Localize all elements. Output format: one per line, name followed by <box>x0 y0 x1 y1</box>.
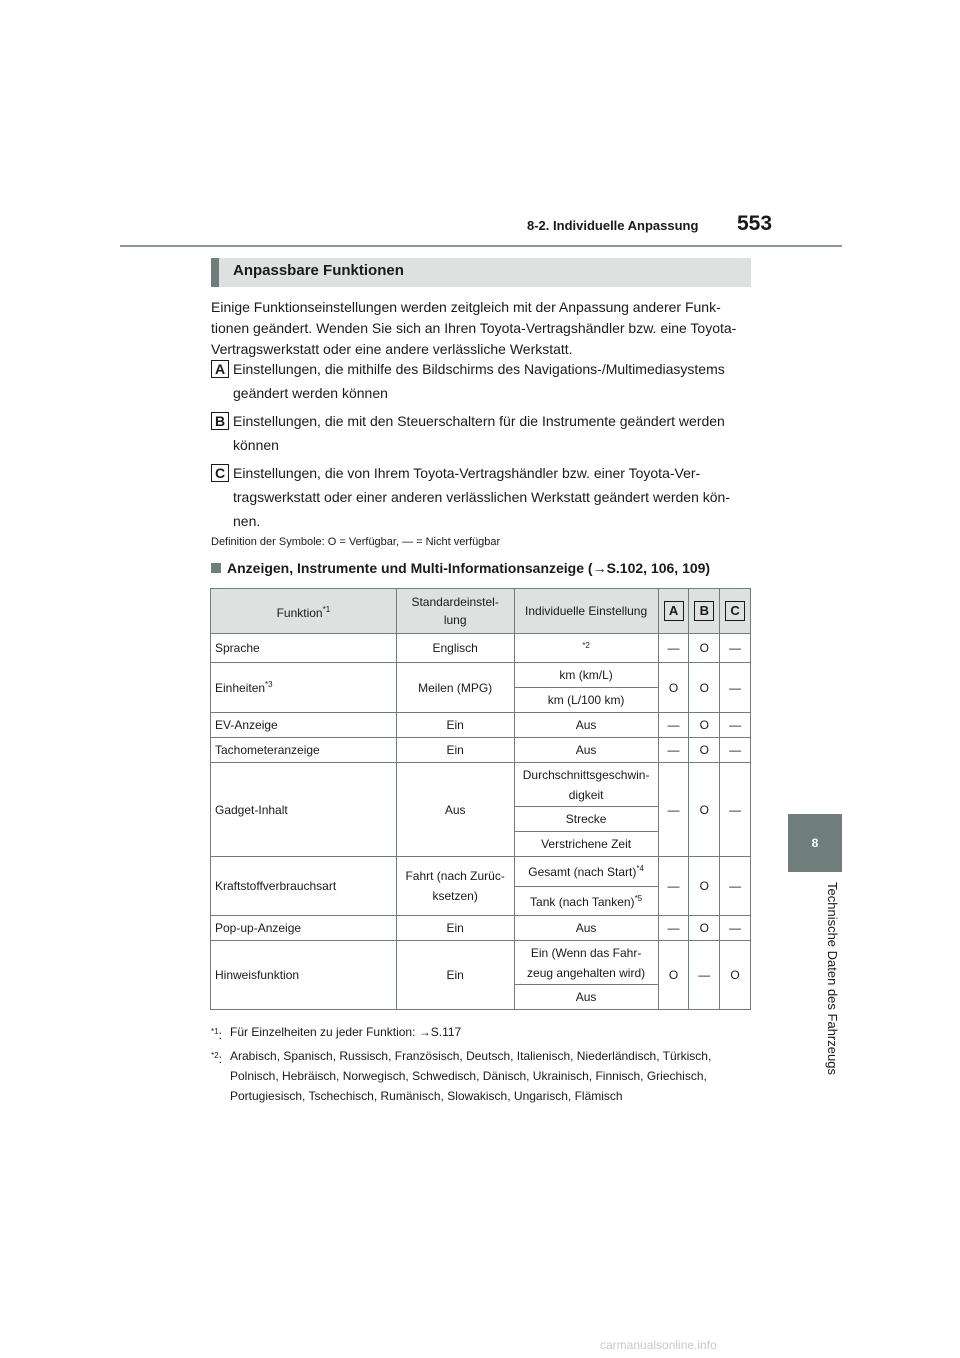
cell-default: Ein <box>396 916 514 941</box>
cell-function: Hinweisfunktion <box>211 941 397 1010</box>
cell-default: Fahrt (nach Zurüc- ksetzen) <box>396 857 514 916</box>
cell-default: Ein <box>396 713 514 738</box>
square-bullet-icon <box>211 563 221 573</box>
cell-a: O <box>658 663 689 713</box>
cell-custom: Aus <box>514 738 658 763</box>
header-default: Standardeinstel- lung <box>396 589 514 634</box>
table-row <box>211 763 751 807</box>
header-custom: Individuelle Einstellung <box>514 589 658 634</box>
cell-custom: Ein (Wenn das Fahr- zeug angehalten wird) <box>514 941 658 985</box>
header-function: Funktion$^{*1}$ <box>211 589 397 634</box>
cell-a: — <box>658 634 689 663</box>
legend-text: Einstellungen, die von Ihrem Toyota-Vertragshändler bzw. einer Toyota-Ver- tragswerkstatt oder einer anderen verlässlichen Werkstatt geändert werden kön- nen. <box>233 465 730 529</box>
cell-default: Ein <box>396 941 514 1010</box>
legend-letter-box: A <box>211 360 229 378</box>
cell-function: Sprache <box>211 634 397 663</box>
table-row <box>211 857 751 887</box>
page-number: 553 <box>737 212 773 235</box>
table-heading <box>211 560 710 576</box>
section-header: 8-2. Individuelle Anpassung <box>527 218 699 233</box>
table-row <box>211 738 751 763</box>
cell-b: O <box>689 763 720 857</box>
cell-a: O <box>658 941 689 1010</box>
cell-function: Gadget-Inhalt <box>211 763 397 857</box>
cell-c: — <box>720 634 751 663</box>
cell-default: Ein <box>396 738 514 763</box>
cell-a: — <box>658 713 689 738</box>
cell-custom: Verstrichene Zeit <box>514 832 658 857</box>
cell-custom: Aus <box>514 985 658 1010</box>
cell-function: Kraftstoffverbrauchsart <box>211 857 397 916</box>
cell-custom: km (L/100 km) <box>514 688 658 713</box>
cell-c: O <box>720 941 751 1010</box>
cell-a: — <box>658 916 689 941</box>
table-row <box>211 916 751 941</box>
legend-letter-box: C <box>211 464 229 482</box>
table-row <box>211 941 751 985</box>
cell-c: — <box>720 857 751 916</box>
legend-letter-box: B <box>211 412 229 430</box>
legend-text: Einstellungen, die mithilfe des Bildschirms des Navigations-/Multimediasystems geändert werden können <box>233 361 725 401</box>
table-header-row <box>211 589 751 634</box>
cell-custom: *2 <box>514 634 658 663</box>
cell-default: Aus <box>396 763 514 857</box>
cell-b: O <box>689 738 720 763</box>
chapter-title: Technische Daten des Fahrzeugs <box>825 882 840 1075</box>
chapter-tab: 8 <box>788 814 842 872</box>
cell-b: O <box>689 713 720 738</box>
footnote-2: $^{*2}$: Arabisch, Spanisch, Russisch, Französisch, Deutsch, Italienisch, Niederländisch, Türkisch, Polnisch, Hebräisch, Norwegisch, Schwedisch, Dänisch, Ukrainisch, Finnisch, Griechisch, Portugiesisch, Tschechisch, Rumänisch, Slowakisch, Ungarisch, Flämisch <box>211 1049 712 1103</box>
legend-item-b <box>211 409 756 457</box>
header-a: A <box>658 589 689 634</box>
cell-function: EV-Anzeige <box>211 713 397 738</box>
legend-item-a <box>211 357 756 405</box>
cell-c: — <box>720 763 751 857</box>
cell-c: — <box>720 663 751 713</box>
watermark: carmanualsonline.info <box>600 1338 717 1352</box>
cell-b: — <box>689 941 720 1010</box>
cell-custom: Gesamt (nach Start)$^{*4}$ <box>514 857 658 887</box>
legend-item-c <box>211 461 756 533</box>
cell-a: — <box>658 763 689 857</box>
footnotes <box>211 1022 756 1106</box>
cell-custom: km (km/L) <box>514 663 658 688</box>
symbols-definition: Definition der Symbole: O = Verfügbar, — = Nicht verfügbar <box>211 536 501 548</box>
cell-function: Tachometeranzeige <box>211 738 397 763</box>
cell-b: O <box>689 857 720 916</box>
header-b: B <box>689 589 720 634</box>
cell-custom: Tank (nach Tanken)$^{*5}$ <box>514 887 658 916</box>
cell-custom: Aus <box>514 713 658 738</box>
legend-text: Einstellungen, die mit den Steuerschaltern für die Instrumente geändert werden können <box>233 413 725 453</box>
functions-table <box>210 588 751 1010</box>
cell-a: — <box>658 738 689 763</box>
cell-custom: Aus <box>514 916 658 941</box>
table-row <box>211 663 751 688</box>
table-heading-text: Anzeigen, Instrumente und Multi-Informationsanzeige (→S.102, 106, 109) <box>227 560 711 576</box>
cell-b: O <box>689 916 720 941</box>
cell-c: — <box>720 738 751 763</box>
cell-a: — <box>658 857 689 916</box>
cell-c: — <box>720 916 751 941</box>
cell-b: O <box>689 634 720 663</box>
table-row <box>211 634 751 663</box>
cell-function: Einheiten$^{*3}$ <box>211 663 397 713</box>
footnote-1: $^{*1}$: Für Einzelheiten zu jeder Funktion: →S.117 <box>211 1025 462 1042</box>
cell-b: O <box>689 663 720 713</box>
section-title-bar <box>211 258 751 287</box>
section-title: Anpassbare Funktionen <box>233 262 404 279</box>
cell-custom: Durchschnittsgeschwin- digkeit <box>514 763 658 807</box>
cell-custom: Strecke <box>514 807 658 832</box>
cell-default: Englisch <box>396 634 514 663</box>
cell-function: Pop-up-Anzeige <box>211 916 397 941</box>
cell-default: Meilen (MPG) <box>396 663 514 713</box>
intro-paragraph: Einige Funktionseinstellungen werden zeitgleich mit der Anpassung anderer Funk- tionen geändert. Wenden Sie sich an Ihren Toyota-Vertragshändler bzw. eine Toyota-Vertragswerkstatt oder eine andere verlässliche Werkstatt. <box>211 299 737 357</box>
table-row <box>211 713 751 738</box>
cell-c: — <box>720 713 751 738</box>
header-c: C <box>720 589 751 634</box>
header-divider <box>120 245 842 247</box>
